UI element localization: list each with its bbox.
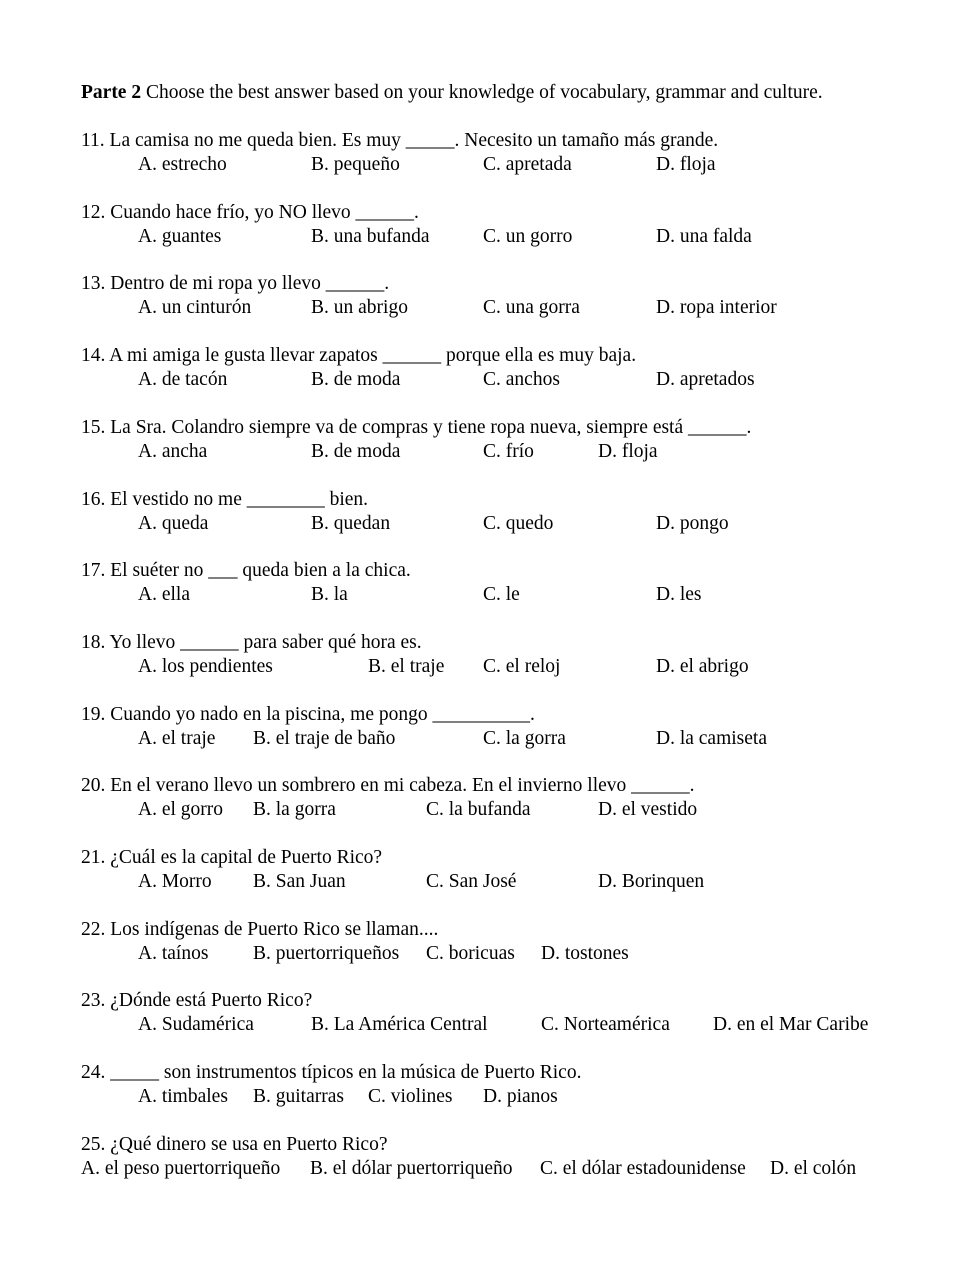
option-c: C. frío bbox=[483, 441, 534, 462]
instructions-text: Choose the best answer based on your knowledge of vocabulary, grammar and culture. bbox=[141, 82, 823, 103]
option-a: A. guantes bbox=[138, 226, 222, 247]
question-prompt: 14. A mi amiga le gusta llevar zapatos ______ porque ella es muy baja. bbox=[81, 345, 637, 366]
option-b: B. quedan bbox=[311, 513, 391, 534]
answer-options bbox=[81, 655, 961, 679]
option-b: B. el dólar puertorriqueño bbox=[310, 1158, 513, 1179]
question-prompt: 23. ¿Dónde está Puerto Rico? bbox=[81, 990, 313, 1011]
option-d: D. Borinquen bbox=[598, 871, 705, 892]
answer-options bbox=[81, 870, 961, 894]
question-16 bbox=[81, 488, 961, 536]
option-d: D. la camiseta bbox=[656, 728, 767, 749]
option-d: D. el colón bbox=[770, 1158, 857, 1179]
answer-options bbox=[81, 296, 961, 320]
option-a: A. el peso puertorriqueño bbox=[81, 1158, 281, 1179]
option-c: C. boricuas bbox=[426, 943, 515, 964]
question-21 bbox=[81, 846, 961, 894]
option-a: A. Morro bbox=[138, 871, 212, 892]
option-a: A. el gorro bbox=[138, 799, 224, 820]
option-c: C. una gorra bbox=[483, 297, 580, 318]
answer-options bbox=[81, 512, 961, 536]
question-prompt: 20. En el verano llevo un sombrero en mi cabeza. En el invierno llevo ______. bbox=[81, 775, 695, 796]
option-c: C. un gorro bbox=[483, 226, 573, 247]
question-prompt: 12. Cuando hace frío, yo NO llevo ______. bbox=[81, 202, 419, 223]
option-b: B. guitarras bbox=[253, 1086, 344, 1107]
option-c: C. el reloj bbox=[483, 656, 561, 677]
answer-options bbox=[81, 440, 961, 464]
section-title: Parte 2 bbox=[81, 82, 142, 103]
question-15 bbox=[81, 416, 961, 464]
option-c: C. la bufanda bbox=[426, 799, 531, 820]
option-d: D. tostones bbox=[541, 943, 629, 964]
option-c: C. quedo bbox=[483, 513, 554, 534]
section-instructions bbox=[81, 82, 823, 104]
question-24 bbox=[81, 1061, 961, 1109]
option-b: B. la gorra bbox=[253, 799, 336, 820]
question-prompt: 21. ¿Cuál es la capital de Puerto Rico? bbox=[81, 847, 383, 868]
question-prompt: 13. Dentro de mi ropa yo llevo ______. bbox=[81, 273, 390, 294]
question-23 bbox=[81, 989, 961, 1037]
option-b: B. de moda bbox=[311, 369, 401, 390]
option-a: A. queda bbox=[138, 513, 209, 534]
option-d: D. ropa interior bbox=[656, 297, 777, 318]
option-a: A. Sudamérica bbox=[138, 1014, 254, 1035]
question-14 bbox=[81, 344, 961, 392]
option-d: D. les bbox=[656, 584, 702, 605]
option-a: A. los pendientes bbox=[138, 656, 273, 677]
answer-options bbox=[81, 1085, 961, 1109]
question-prompt: 24. _____ son instrumentos típicos en la música de Puerto Rico. bbox=[81, 1062, 582, 1083]
option-d: D. el vestido bbox=[598, 799, 698, 820]
answer-options bbox=[81, 583, 961, 607]
question-prompt: 11. La camisa no me queda bien. Es muy _____. Necesito un tamaño más grande. bbox=[81, 130, 719, 151]
option-a: A. de tacón bbox=[138, 369, 228, 390]
question-prompt: 25. ¿Qué dinero se usa en Puerto Rico? bbox=[81, 1134, 388, 1155]
option-b: B. una bufanda bbox=[311, 226, 430, 247]
answer-options bbox=[81, 153, 961, 177]
question-prompt: 22. Los indígenas de Puerto Rico se llaman.... bbox=[81, 919, 439, 940]
option-b: B. La América Central bbox=[311, 1014, 488, 1035]
answer-options bbox=[81, 368, 961, 392]
option-d: D. el abrigo bbox=[656, 656, 749, 677]
option-a: A. el traje bbox=[138, 728, 216, 749]
option-b: B. de moda bbox=[311, 441, 401, 462]
answer-options bbox=[81, 727, 961, 751]
question-17 bbox=[81, 559, 961, 607]
option-b: B. un abrigo bbox=[311, 297, 408, 318]
option-b: B. el traje de baño bbox=[253, 728, 396, 749]
question-prompt: 15. La Sra. Colandro siempre va de compras y tiene ropa nueva, siempre está ______. bbox=[81, 417, 752, 438]
question-prompt: 19. Cuando yo nado en la piscina, me pongo __________. bbox=[81, 704, 535, 725]
option-c: C. Norteamérica bbox=[541, 1014, 670, 1035]
question-12 bbox=[81, 201, 961, 249]
answer-options bbox=[81, 942, 961, 966]
question-prompt: 18. Yo llevo ______ para saber qué hora es. bbox=[81, 632, 422, 653]
answer-options bbox=[81, 1013, 961, 1037]
question-18 bbox=[81, 631, 961, 679]
question-25 bbox=[81, 1133, 961, 1181]
question-11 bbox=[81, 129, 961, 177]
question-20 bbox=[81, 774, 961, 822]
option-d: D. floja bbox=[656, 154, 716, 175]
answer-options bbox=[81, 225, 961, 249]
option-a: A. ella bbox=[138, 584, 190, 605]
option-d: D. pianos bbox=[483, 1086, 558, 1107]
option-c: C. apretada bbox=[483, 154, 572, 175]
option-b: B. San Juan bbox=[253, 871, 346, 892]
option-b: B. la bbox=[311, 584, 348, 605]
option-b: B. el traje bbox=[368, 656, 445, 677]
option-d: D. apretados bbox=[656, 369, 755, 390]
option-c: C. anchos bbox=[483, 369, 560, 390]
option-a: A. un cinturón bbox=[138, 297, 252, 318]
option-d: D. una falda bbox=[656, 226, 752, 247]
option-b: B. pequeño bbox=[311, 154, 400, 175]
answer-options bbox=[81, 1157, 961, 1181]
question-13 bbox=[81, 272, 961, 320]
option-c: C. la gorra bbox=[483, 728, 566, 749]
option-c: C. le bbox=[483, 584, 520, 605]
question-prompt: 16. El vestido no me ________ bien. bbox=[81, 489, 369, 510]
option-b: B. puertorriqueños bbox=[253, 943, 400, 964]
option-a: A. estrecho bbox=[138, 154, 227, 175]
option-d: D. floja bbox=[598, 441, 658, 462]
answer-options bbox=[81, 798, 961, 822]
question-22 bbox=[81, 918, 961, 966]
option-d: D. pongo bbox=[656, 513, 729, 534]
option-d: D. en el Mar Caribe bbox=[713, 1014, 869, 1035]
question-19 bbox=[81, 703, 961, 751]
option-c: C. el dólar estadounidense bbox=[540, 1158, 746, 1179]
option-a: A. taínos bbox=[138, 943, 209, 964]
option-c: C. San José bbox=[426, 871, 517, 892]
question-prompt: 17. El suéter no ___ queda bien a la chica. bbox=[81, 560, 411, 581]
option-a: A. timbales bbox=[138, 1086, 228, 1107]
option-a: A. ancha bbox=[138, 441, 208, 462]
option-c: C. violines bbox=[368, 1086, 453, 1107]
